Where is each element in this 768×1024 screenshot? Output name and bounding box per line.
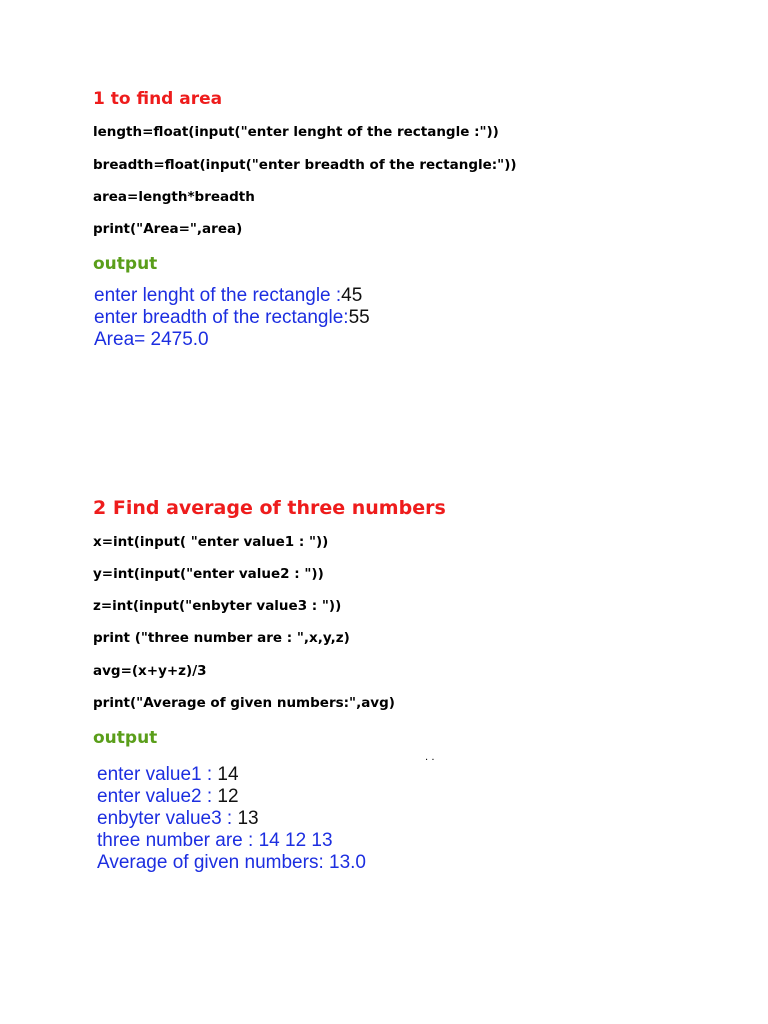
output-prompt: Average of given numbers: 13.0 xyxy=(97,852,366,873)
output-prompt: Area= 2475.0 xyxy=(94,329,209,350)
code-line: avg=(x+y+z)/3 xyxy=(93,663,207,679)
section2-heading: 2 Find average of three numbers xyxy=(93,497,446,519)
output-line xyxy=(94,307,370,329)
output-value: 14 xyxy=(217,764,239,785)
section1-output-label: output xyxy=(93,254,158,274)
output-prompt: enter value2 : xyxy=(97,786,218,807)
code-line: breadth=float(input("enter breadth of the rectangle:")) xyxy=(93,157,517,173)
code-line: length=float(input("enter lenght of the rectangle :")) xyxy=(93,124,499,140)
output-line xyxy=(97,808,366,830)
code-line: y=int(input("enter value2 : ")) xyxy=(93,566,324,582)
section1-output-block xyxy=(94,285,370,351)
output-line xyxy=(97,764,366,786)
code-line: print("Area=",area) xyxy=(93,221,243,237)
output-line xyxy=(97,786,366,808)
output-value: 13 xyxy=(237,808,259,829)
output-value: 45 xyxy=(341,285,363,306)
output-prompt: enter breadth of the rectangle: xyxy=(94,307,349,328)
code-line: area=length*breadth xyxy=(93,189,255,205)
output-line xyxy=(97,852,366,874)
output-value: 12 xyxy=(217,786,239,807)
code-line: z=int(input("enbyter value3 : ")) xyxy=(93,598,342,614)
output-prompt: enter value1 : xyxy=(97,764,218,785)
output-prompt: enter lenght of the rectangle : xyxy=(94,285,342,306)
section2-output-block xyxy=(97,764,366,874)
output-line xyxy=(94,285,370,307)
code-line: print ("three number are : ",x,y,z) xyxy=(93,630,350,646)
section1-heading: 1 to find area xyxy=(93,89,223,109)
stray-marks: . . xyxy=(425,752,435,763)
code-line: x=int(input( "enter value1 : ")) xyxy=(93,534,329,550)
output-line xyxy=(97,830,366,852)
section2-output-label: output xyxy=(93,728,158,748)
code-line: print("Average of given numbers:",avg) xyxy=(93,695,395,711)
output-prompt: enbyter value3 : xyxy=(97,808,238,829)
output-value: 55 xyxy=(348,307,370,328)
output-prompt: three number are : 14 12 13 xyxy=(97,830,333,851)
output-line xyxy=(94,329,370,351)
